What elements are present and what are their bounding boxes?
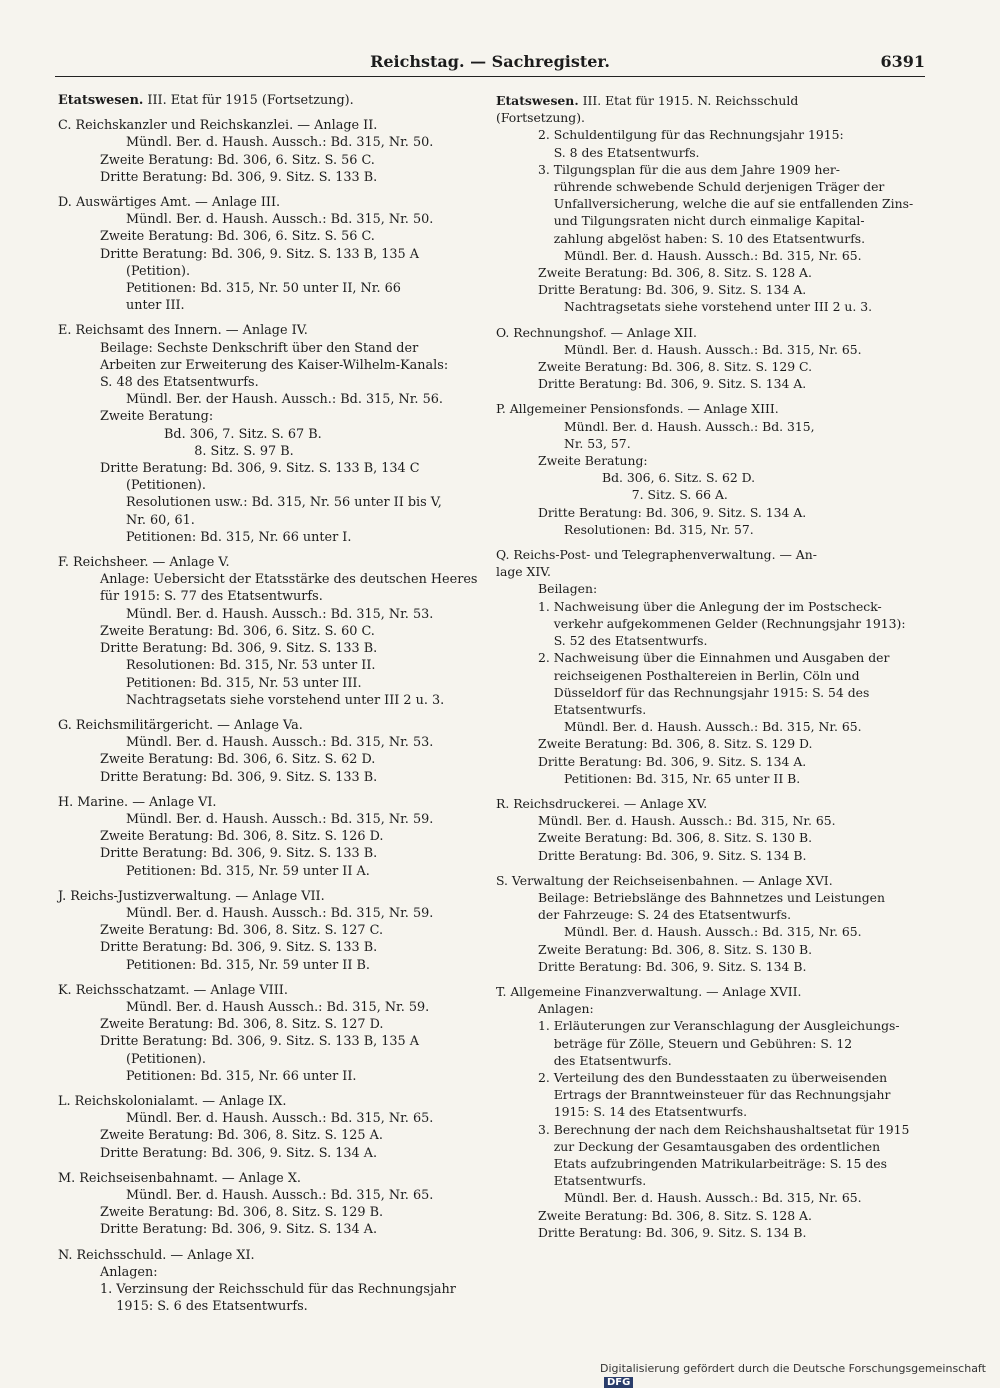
page-number: 6391	[880, 52, 925, 71]
entry-line: Mündl. Ber. d. Haush. Aussch.: Bd. 315, Nr. 50.	[126, 135, 434, 151]
entry-line: Zweite Beratung: Bd. 306, 8. Sitz. S. 127 D.	[100, 1017, 384, 1033]
entry-line: Zweite Beratung: Bd. 306, 8. Sitz. S. 129 D.	[538, 736, 813, 752]
entry-line: unter III.	[126, 298, 185, 314]
entry-line: (Petition).	[126, 263, 191, 279]
index-section	[58, 794, 476, 880]
entry-line: 3. Berechnung der nach dem Reichshaushaltsetat für 1915	[538, 1121, 910, 1137]
index-section	[496, 983, 916, 1241]
index-section	[496, 400, 916, 538]
entry-line: Resolutionen usw.: Bd. 315, Nr. 56 unter II bis V,	[126, 495, 442, 511]
entry-line: Mündl. Ber. d. Haush. Aussch.: Bd. 315, Nr. 65.	[538, 813, 836, 829]
entry-line: Etatsentwurfs.	[538, 701, 647, 717]
entry-line: Dritte Beratung: Bd. 306, 9. Sitz. S. 133 B.	[100, 169, 378, 185]
section-heading: S. Verwaltung der Reichseisenbahnen. — Anlage XVI.	[496, 872, 833, 888]
entry-line: Zweite Beratung:	[538, 453, 648, 469]
entry-line: Zweite Beratung: Bd. 306, 8. Sitz. S. 129 C.	[538, 359, 813, 375]
entry-line: reichseigenen Posthaltereien in Berlin, Cöln und	[538, 667, 860, 683]
entry-line: Anlagen:	[100, 1264, 158, 1280]
entry-line: Nachtragsetats siehe vorstehend unter III 2 u. 3.	[126, 692, 445, 708]
entry-line: des Etatsentwurfs.	[538, 1052, 672, 1068]
entry-line: Mündl. Ber. d. Haush. Aussch.: Bd. 315, Nr. 65.	[564, 924, 862, 940]
right-column	[496, 92, 916, 1249]
footer-credit	[600, 1362, 1000, 1388]
section-heading: Q. Reichs-Post- und Telegraphenverwaltung. — An-	[496, 547, 817, 563]
entry-line: lage XIV.	[496, 564, 551, 580]
index-section	[58, 1247, 476, 1316]
entry-line: Zweite Beratung: Bd. 306, 6. Sitz. S. 56 C.	[100, 152, 375, 168]
index-section	[496, 872, 916, 975]
index-section	[496, 546, 916, 787]
entry-line: Dritte Beratung: Bd. 306, 9. Sitz. S. 133 B, 135 A	[100, 246, 419, 262]
entry-line: 7. Sitz. S. 66 A.	[616, 487, 728, 503]
section-heading: T. Allgemeine Finanzverwaltung. — Anlage XVII.	[496, 983, 802, 999]
index-section	[496, 92, 916, 316]
entry-line: Mündl. Ber. d. Haush. Aussch.: Bd. 315, Nr. 65.	[126, 1111, 434, 1127]
entry-line: Mündl. Ber. d. Haush. Aussch.: Bd. 315, Nr. 65.	[564, 247, 862, 263]
entry-line: Zweite Beratung: Bd. 306, 8. Sitz. S. 130 B.	[538, 830, 813, 846]
entry-line: Dritte Beratung: Bd. 306, 9. Sitz. S. 133 B, 134 C	[100, 461, 420, 477]
entry-line: S. 52 des Etatsentwurfs.	[538, 633, 708, 649]
entry-line: Mündl. Ber. d. Haush. Aussch.: Bd. 315, Nr. 53.	[126, 735, 434, 751]
entry-line: Anlagen:	[538, 1001, 594, 1017]
entry-line: Beilage: Betriebslänge des Bahnnetzes und Leistungen	[538, 889, 885, 905]
entry-line: Beilagen:	[538, 581, 598, 597]
entry-line: Bd. 306, 7. Sitz. S. 67 B.	[164, 426, 322, 442]
entry-line: Unfallversicherung, welche die auf sie entfallenden Zins-	[538, 196, 914, 212]
entry-line: Anlage: Uebersicht der Etatsstärke des deutschen Heeres	[100, 572, 478, 588]
entry-line: 2. Schuldentilgung für das Rechnungsjahr 1915:	[538, 127, 844, 143]
index-section	[58, 888, 476, 974]
entry-line: Arbeiten zur Erweiterung des Kaiser-Wilhelm-Kanals:	[100, 357, 449, 373]
entry-line: Zweite Beratung:	[100, 409, 214, 425]
entry-line: 3. Tilgungsplan für die aus dem Jahre 1909 her-	[538, 161, 840, 177]
entry-line: Dritte Beratung: Bd. 306, 9. Sitz. S. 133 B.	[100, 641, 378, 657]
section-heading: P. Allgemeiner Pensionsfonds. — Anlage XIII.	[496, 401, 779, 417]
section-heading: J. Reichs-Justizverwaltung. — Anlage VII.	[58, 888, 325, 904]
entry-line: Zweite Beratung: Bd. 306, 8. Sitz. S. 128 A.	[538, 265, 812, 281]
section-keyword: Etatswesen.	[58, 93, 144, 108]
entry-line: Mündl. Ber. d. Haush. Aussch.: Bd. 315, Nr. 50.	[126, 212, 434, 228]
index-section	[58, 92, 476, 109]
entry-line: Mündl. Ber. d. Haush. Aussch.: Bd. 315, Nr. 53.	[126, 606, 434, 622]
entry-line: Beilage: Sechste Denkschrift über den Stand der	[100, 340, 419, 356]
entry-line: und Tilgungsraten nicht durch einmalige Kapital-	[538, 213, 865, 229]
entry-line: 2. Verteilung des den Bundesstaaten zu überweisenden	[538, 1069, 888, 1085]
entry-line: Zweite Beratung: Bd. 306, 8. Sitz. S. 129 B.	[100, 1205, 384, 1221]
entry-line: Dritte Beratung: Bd. 306, 9. Sitz. S. 134 A.	[538, 376, 807, 392]
entry-line: Zweite Beratung: Bd. 306, 6. Sitz. S. 56 C.	[100, 229, 375, 245]
section-heading: E. Reichsamt des Innern. — Anlage IV.	[58, 323, 308, 339]
entry-line: Zweite Beratung: Bd. 306, 6. Sitz. S. 60 C.	[100, 623, 375, 639]
entry-line: Nachtragsetats siehe vorstehend unter III 2 u. 3.	[564, 299, 873, 315]
entry-line: 8. Sitz. S. 97 B.	[178, 443, 294, 459]
running-title: Reichstag. — Sachregister.	[370, 52, 610, 71]
section-heading: M. Reichseisenbahnamt. — Anlage X.	[58, 1170, 301, 1186]
entry-line: Dritte Beratung: Bd. 306, 9. Sitz. S. 133 B.	[100, 846, 378, 862]
left-column	[58, 92, 476, 1323]
entry-line: der Fahrzeuge: S. 24 des Etatsentwurfs.	[538, 907, 792, 923]
entry-line: 1. Erläuterungen zur Veranschlagung der Ausgleichungs-	[538, 1018, 900, 1034]
entry-line: Bd. 306, 6. Sitz. S. 62 D.	[602, 470, 756, 486]
entry-line: Mündl. Ber. d. Haush. Aussch.: Bd. 315, Nr. 59.	[126, 905, 434, 921]
entry-line: Mündl. Ber. der Haush. Aussch.: Bd. 315, Nr. 56.	[126, 392, 443, 408]
entry-line: beträge für Zölle, Steuern und Gebühren: S. 12	[538, 1035, 853, 1051]
entry-line: Ertrags der Branntweinsteuer für das Rechnungsjahr	[538, 1087, 891, 1103]
entry-line: Zweite Beratung: Bd. 306, 8. Sitz. S. 130 B.	[538, 941, 813, 957]
entry-line: Mündl. Ber. d. Haush. Aussch.: Bd. 315, Nr. 65.	[126, 1187, 434, 1203]
index-section	[58, 322, 476, 546]
entry-line: Petitionen: Bd. 315, Nr. 50 unter II, Nr. 66	[126, 281, 401, 297]
entry-line: Petitionen: Bd. 315, Nr. 59 unter II B.	[126, 957, 370, 973]
entry-line: zahlung abgelöst haben: S. 10 des Etatsentwurfs.	[538, 230, 866, 246]
section-keyword: Etatswesen.	[496, 93, 579, 108]
entry-line: Dritte Beratung: Bd. 306, 9. Sitz. S. 134 A.	[538, 504, 807, 520]
page-header	[55, 50, 925, 77]
entry-line: Dritte Beratung: Bd. 306, 9. Sitz. S. 134 A.	[100, 1222, 378, 1238]
entry-line: Mündl. Ber. d. Haush. Aussch.: Bd. 315, Nr. 59.	[126, 811, 434, 827]
entry-line: für 1915: S. 77 des Etatsentwurfs.	[100, 589, 323, 605]
entry-line: Dritte Beratung: Bd. 306, 9. Sitz. S. 134 A.	[538, 753, 807, 769]
entry-line: Mündl. Ber. d. Haush. Aussch.: Bd. 315, Nr. 65.	[564, 341, 862, 357]
dfg-logo: DFG	[604, 1377, 633, 1388]
entry-line: Düsseldorf für das Rechnungsjahr 1915: S. 54 des	[538, 684, 870, 700]
entry-line: (Fortsetzung).	[496, 110, 585, 126]
entry-line: Zweite Beratung: Bd. 306, 8. Sitz. S. 126 D.	[100, 829, 384, 845]
entry-line: Zweite Beratung: Bd. 306, 6. Sitz. S. 62 D.	[100, 752, 376, 768]
index-section	[58, 717, 476, 786]
entry-line: Mündl. Ber. d. Haush. Aussch.: Bd. 315, Nr. 65.	[564, 719, 862, 735]
entry-line: zur Deckung der Gesamtausgaben des ordentlichen	[538, 1138, 881, 1154]
entry-line: 1915: S. 14 des Etatsentwurfs.	[538, 1104, 748, 1120]
entry-line: Dritte Beratung: Bd. 306, 9. Sitz. S. 134 B.	[538, 958, 807, 974]
entry-line: S. 8 des Etatsentwurfs.	[538, 144, 700, 160]
section-heading: R. Reichsdruckerei. — Anlage XV.	[496, 795, 708, 811]
index-section	[58, 554, 476, 709]
index-section	[496, 324, 916, 393]
entry-line: Dritte Beratung: Bd. 306, 9. Sitz. S. 134 B.	[538, 1224, 807, 1240]
entry-line: Zweite Beratung: Bd. 306, 8. Sitz. S. 128 A.	[538, 1207, 812, 1223]
entry-line: 2. Nachweisung über die Einnahmen und Ausgaben der	[538, 650, 890, 666]
entry-line: Dritte Beratung: Bd. 306, 9. Sitz. S. 134 B.	[538, 847, 807, 863]
section-heading: K. Reichsschatzamt. — Anlage VIII.	[58, 982, 288, 998]
entry-line: Dritte Beratung: Bd. 306, 9. Sitz. S. 134 A.	[538, 282, 807, 298]
entry-line: Mündl. Ber. d. Haush. Aussch.: Bd. 315,	[564, 418, 815, 434]
entry-line: Etatsentwurfs.	[538, 1173, 647, 1189]
entry-line: Petitionen: Bd. 315, Nr. 59 unter II A.	[126, 863, 370, 879]
entry-line: S. 48 des Etatsentwurfs.	[100, 375, 259, 391]
entry-line: Dritte Beratung: Bd. 306, 9. Sitz. S. 133 B.	[100, 940, 378, 956]
section-subtitle: III. Etat für 1915 (Fortsetzung).	[143, 93, 354, 108]
entry-line: Dritte Beratung: Bd. 306, 9. Sitz. S. 133 B, 135 A	[100, 1034, 419, 1050]
index-section	[58, 1093, 476, 1162]
section-heading: O. Rechnungshof. — Anlage XII.	[496, 324, 697, 340]
entry-line: Zweite Beratung: Bd. 306, 8. Sitz. S. 125 A.	[100, 1128, 383, 1144]
entry-line: Petitionen: Bd. 315, Nr. 66 unter I.	[126, 529, 352, 545]
entry-line: (Petitionen).	[126, 478, 206, 494]
entry-line: (Petitionen).	[126, 1051, 206, 1067]
entry-line: Mündl. Ber. d. Haush Aussch.: Bd. 315, Nr. 59.	[126, 999, 430, 1015]
index-section	[58, 117, 476, 186]
entry-line: Etats aufzubringenden Matrikularbeiträge: S. 15 des	[538, 1155, 887, 1171]
section-heading	[58, 92, 476, 109]
index-section	[496, 795, 916, 864]
entry-line: rührende schwebende Schuld derjenigen Träger der	[538, 179, 885, 195]
entry-line: Dritte Beratung: Bd. 306, 9. Sitz. S. 133 B.	[100, 769, 378, 785]
entry-line: 1915: S. 6 des Etatsentwurfs.	[100, 1299, 308, 1315]
entry-line: Petitionen: Bd. 315, Nr. 66 unter II.	[126, 1068, 357, 1084]
entry-line: 1. Nachweisung über die Anlegung der im Postscheck-	[538, 598, 882, 614]
entry-line: Petitionen: Bd. 315, Nr. 53 unter III.	[126, 675, 362, 691]
index-section	[58, 982, 476, 1085]
entry-line: Petitionen: Bd. 315, Nr. 65 unter II B.	[564, 770, 801, 786]
entry-line: Mündl. Ber. d. Haush. Aussch.: Bd. 315, Nr. 65.	[564, 1190, 862, 1206]
section-subtitle: III. Etat für 1915. N. Reichsschuld	[578, 93, 799, 108]
section-heading: C. Reichskanzler und Reichskanzlei. — Anlage II.	[58, 118, 378, 134]
entry-line: verkehr aufgekommenen Gelder (Rechnungsjahr 1913):	[538, 615, 906, 631]
entry-line: Dritte Beratung: Bd. 306, 9. Sitz. S. 134 A.	[100, 1145, 378, 1161]
index-section	[58, 1170, 476, 1239]
entry-line: Resolutionen: Bd. 315, Nr. 53 unter II.	[126, 658, 376, 674]
section-heading: H. Marine. — Anlage VI.	[58, 794, 217, 810]
section-heading	[496, 92, 916, 109]
section-heading: G. Reichsmilitärgericht. — Anlage Va.	[58, 717, 303, 733]
entry-line: Zweite Beratung: Bd. 306, 8. Sitz. S. 127 C.	[100, 923, 384, 939]
entry-line: Nr. 53, 57.	[564, 435, 631, 451]
section-heading: D. Auswärtiges Amt. — Anlage III.	[58, 195, 281, 211]
entry-line: Nr. 60, 61.	[126, 512, 195, 528]
section-heading: L. Reichskolonialamt. — Anlage IX.	[58, 1093, 287, 1109]
section-heading: N. Reichsschuld. — Anlage XI.	[58, 1247, 255, 1263]
entry-line: 1. Verzinsung der Reichsschuld für das Rechnungsjahr	[100, 1282, 456, 1297]
entry-line: Resolutionen: Bd. 315, Nr. 57.	[564, 521, 754, 537]
footer-text: Digitalisierung gefördert durch die Deutsche Forschungsgemeinschaft	[600, 1362, 986, 1375]
index-section	[58, 194, 476, 314]
section-heading: F. Reichsheer. — Anlage V.	[58, 555, 230, 571]
